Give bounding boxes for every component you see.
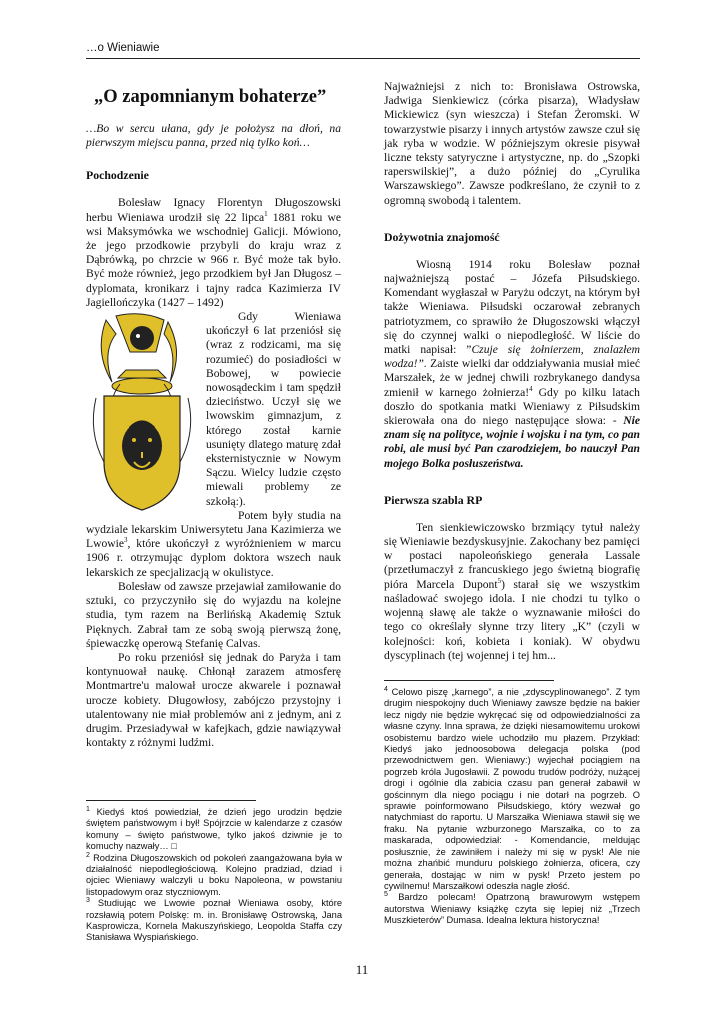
footnote [86, 807, 342, 853]
footnotes-right [384, 680, 640, 927]
footnote-number: 5 [384, 891, 388, 899]
motto: …Bo w sercu ułana, gdy je położysz na dłoń, na pierwszym miejscu panna, przed nią tylko koń… [86, 122, 341, 150]
paragraph-text: Wiosną 1914 roku Bolesław poznał najważniejszą postać – Józefa Piłsudskiego. Komendant wygłaszał w Paryżu odczyt, na którym był także Wieniawa. Piłsudski oczarował zebranych patriotyzmem, co sprawiło że Długoszowski włączył się do czynnej walki o niepodległość. W liście do matki napisał: ” [384, 257, 640, 357]
footnote-ref: 4 [529, 384, 533, 393]
wieniawa-crest-icon [86, 312, 196, 512]
paragraph-pilsudski [384, 258, 640, 471]
footnote-text: Kiedyś ktoś powiedział, że dzień jego urodzin będzie świętem państwowym i był! Spójrzcie w kalendarze z czasów komuny – święto państwowe, tylko jakoś dziwnie je to komuchy nazwały… [86, 807, 342, 852]
footnote [384, 687, 640, 892]
page-number: 11 [355, 962, 369, 977]
paragraph-text: , które ukończył z wyróżnieniem w marcu 1906 r. otrzymując dyplom doktora wszech nauk lekarskich ze specjalizacją w okulistyce. [86, 537, 341, 579]
footnote-text: Rodzina Długoszowskich od pokoleń zaangażowana była w działalność niepodległościową. Kolejno pradziad, dziad i ojciec Wieniawy walczyli u boku Napoleona, w powstaniu listopadowym oraz styczniowym. [86, 852, 342, 897]
paragraph-origins-4: Bolesław od zawsze przejawiał zamiłowanie do sztuki, co przyczyniło się do wyjazdu na kolejne studia, tym razem na Berlińską Akademię Sztuk Pięknych. Zabrał tam ze sobą swoją pierwszą żonę, śpiewaczkę operową Stefanię Calvas. [86, 579, 341, 650]
section-heading-origins: Pochodzenie [86, 168, 149, 183]
paragraph-origins-5: Po roku przeniósł się jednak do Paryża i tam kontynuował naukę. Chłonął zarazem atmosferę Montmartre'u malował urocze akwarele i poznawał urocze kobiety. Długowłosy, zabójczo przystojny i utalentowany nie miał problemów ani z jednym, ani z drugim. Przesiadywał w kafejkach, gdzie nawiązywał kontakty z różnymi ludźmi. [86, 650, 341, 750]
paragraph-text: ) starał się we wszystkim naśladować swojego idola. I nie chodzi tu tylko o wojenną sławę ale także o wyznawanie miłości do tego co określały słynne trzy litery „K” (czyli w kolejności: koń, kobieta i koniak). W obydwu dyscyplinach (tej wojennej i tej hm... [384, 577, 640, 662]
paragraph-text: Bolesław Ignacy Florentyn Długoszowski herbu Wieniawa urodził się 22 lipca [86, 196, 341, 224]
footnote-text: Bardzo polecam! Opatrzoną brawurowym wstępem autorstwa Wieniawy książkę czyta się lepiej niż „Trzech Muszkieterów” Dumasa. Idealna lektura historyczna! [384, 892, 640, 926]
paragraph-origins-1 [86, 196, 341, 310]
square-icon: □ [171, 841, 177, 852]
footnote-ref: 5 [497, 576, 502, 585]
paragraph-text: Gdy po kilku latach doszło do spotkania matki Wieniawy z Piłsudskim skierowała ona do niego następujące słowa: - [384, 385, 640, 428]
footnote [86, 853, 342, 899]
right-column [384, 80, 640, 663]
section-heading-first-saber: Pierwsza szabla RP [384, 492, 483, 507]
footnote-rule [86, 800, 256, 801]
footnote [384, 892, 640, 926]
footnote-ref: 1 [264, 209, 268, 218]
footnote-text: Studiując we Lwowie poznał Wieniawa osoby, które rozsławią potem Polskę: m. in. Bronisławę Ostrowską, Jana Kasprowicza, Kornela Makuszyńskiego, Leopolda Staffa czy Stanisława Wyspiańskiego. [86, 898, 342, 943]
paragraph-first-saber [384, 521, 640, 663]
footnote-ref: 3 [124, 536, 128, 545]
footnote-rule [384, 680, 554, 681]
footnote-number: 1 [86, 805, 90, 813]
quote-bold-text: Nie znam się na polityce, wojnie i wojsku i na tym, co pan robi, ale musi być Pan czarodziejem, bo nauczył Pan mojego Bolka posłuszeństwa. [384, 414, 640, 470]
left-column [86, 80, 341, 750]
paragraph-acquaintances: Najważniejsi z nich to: Bronisława Ostrowska, Jadwiga Sienkiewicz (córka pisarza), Władysław Mickiewicz (syn wieszcza) i Stefan Żeromski. W towarzystwie pisarzy i innych artystów zawsze czuł się jak ryba w wodzie. W późniejszym okresie pisywał liczne teksty satyryczne i artystyczne, np. do „Szopki raperswilskiej”, a dużo później do „Cyrulika Warszawskiego”. Zawsze podkreślano, że czynił to z ogromną swobodą i talentem. [384, 80, 640, 207]
quote-text: Czuje się żołnierzem, znalazłem wodza!”. [384, 343, 640, 371]
footnote-number: 2 [86, 851, 90, 859]
paragraph-text: Zaiste wielki dar oddziaływania musiał mieć Marszałek, że w jednej chwili rozbrykanego dandysa zmienił w karnego żołnierza! [384, 357, 640, 399]
article-title: „O zapomnianym bohaterze” [94, 87, 327, 107]
footnote-number: 4 [384, 685, 388, 693]
paragraph-origins-3 [86, 509, 341, 580]
footnote-text: Celowo piszę „karnego”, a nie „zdyscyplinowanego”. Z tym drugim niespokojny duch Wieniawy zawsze będzie na bakier lecz nigdy nie będzie wykręcać się od odpowiedzialności za własne czyny. Inna sprawa, że dzięki niesamowitemu urokowi osobistemu bardzo wiele uchodziło mu płazem. Przykład: Kiedyś jako jednoosobowa delegacja polska (pod przewodnictwem gen. Wieniawy:) wyjechał pociągiem na pogrzeb króla Jugosławii. Z powodu trudów podróży, nużącej drogi i ogólnie dla zabicia czasu pan generał zabawił w gościnnym dla niego pociągu i nie dotarł na pogrzeb. O sprawie poinformowano Piłsudskiego, który wezwał go natychmiast do raportu. U Marszałka Wieniawa stawił się we fraku. Na pytanie wzburzonego Marszałka, co to za maskarada, odpowiedział: - Komendancie, meldując posłusznie, że zawiniłem i należy mi się w pysk! Ale nie można zhańbić munduru polskiego żołnierza, oficera, czy generała, dostając w nim w pysk! Przeto jestem po cywilnemu! Marszałkowi odeszła nagle złość. [384, 687, 640, 891]
footnote-number: 3 [86, 897, 90, 905]
paragraph-text: Potem były studia na wydziale lekarskim Uniwersytetu Jana Kazimierza we Lwowie [86, 508, 341, 551]
section-heading-acquaintance: Dożywotnia znajomość [384, 229, 500, 244]
paragraph-text: 1881 roku we wsi Maksymówka we wschodniej Galicji. Mówiono, że jego przodkowie przybyli do kraju wraz z Dąbrówką, po chrzcie w 966 r. Być może tak było. Być może również, jego przodkiem był Jan Długosz – dyplomata, kronikarz i tajny radca Kazimierza IV Jagiellończyka (1427 – 1492) [86, 210, 341, 309]
footnote [86, 898, 342, 944]
coat-of-arms-image [86, 312, 196, 512]
paragraph-text: Gdy Wieniawa ukończył 6 lat przeniósł się (wraz z rodzicami, ma się rozumieć) do posiadłości w Bobowej, w powiecie nowosądeckim i tam spędził dzieciństwo. Uczył się we lwowskim gimnazjum, z którego został karnie usunięty dlatego maturę zdał eksternistycznie w Nowym Sączu. Wielcy ludzie często miewali problemy ze szkołą:). [206, 310, 341, 508]
running-header: …o Wieniawie [86, 42, 160, 54]
footnotes-left [86, 800, 342, 944]
paragraph-text: Ten sienkiewiczowsko brzmiący tytuł należy się Wieniawie bezdyskusyjnie. Zakochany bez pamięci w postaci napoleońskiego generała Lassale (przetłumaczył z francuskiego jego świetną biografię pióra Marcela Dupont [384, 520, 640, 591]
header-rule [86, 58, 640, 59]
